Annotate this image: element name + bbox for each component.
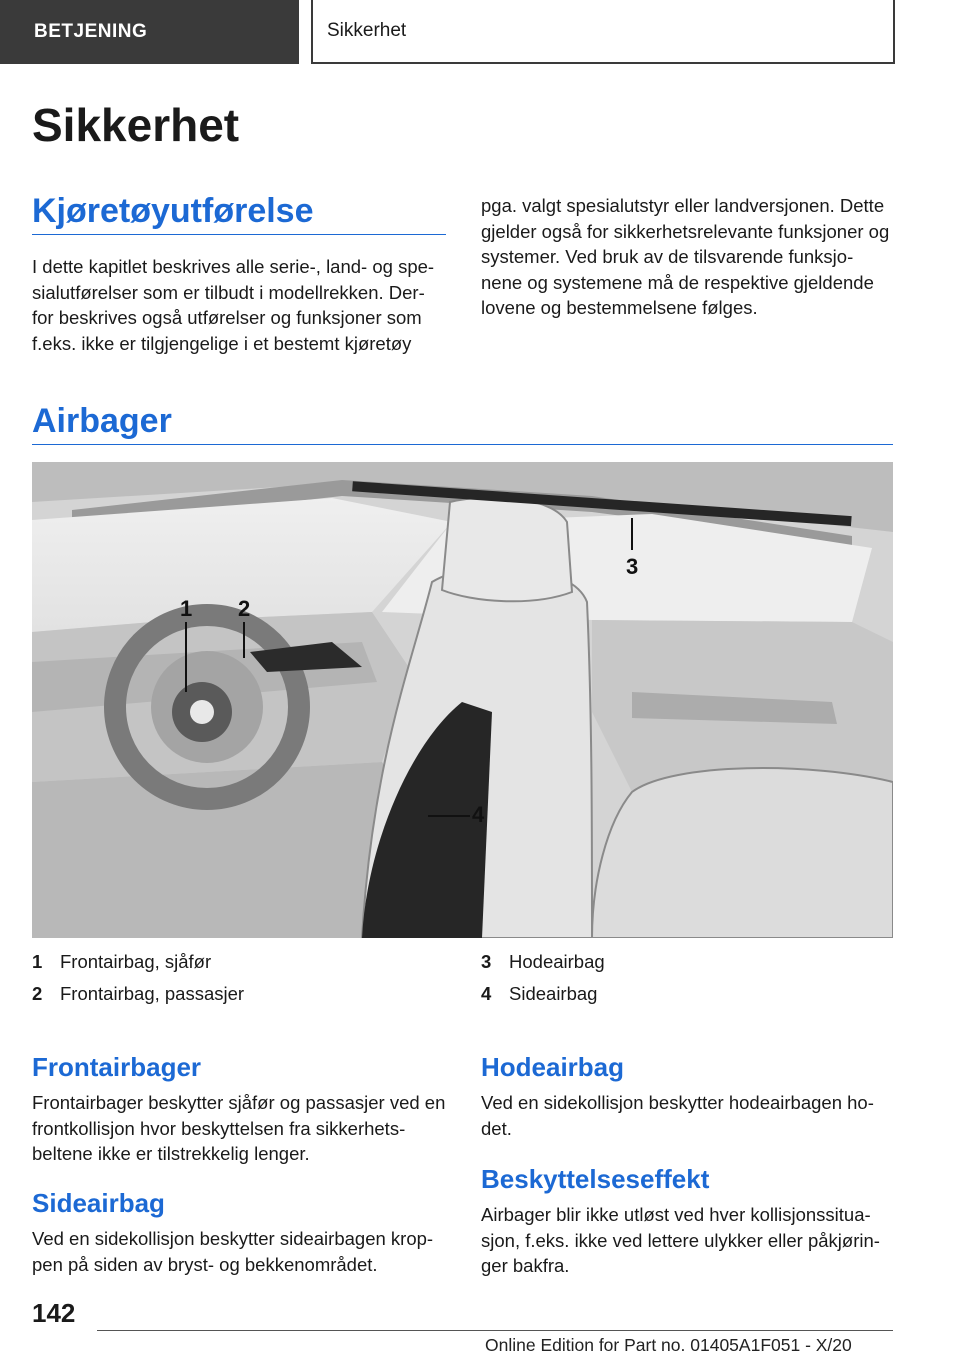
page-number: 142 xyxy=(32,1298,76,1328)
legend-label: Sideairbag xyxy=(509,983,598,1004)
protection-effect-text: Airbager blir ikke utløst ved hver kollisjonssitua-sjon, f.eks. ikke ved lettere ulykker eller påkjørin-ger bakfra. xyxy=(481,1204,880,1276)
legend-number: 4 xyxy=(481,983,492,1004)
front-airbag-heading: Frontairbager xyxy=(32,1052,202,1082)
legend-item xyxy=(32,978,446,1010)
edition-footer: Online Edition for Part no. 01405A1F051 - X/20 xyxy=(485,1335,852,1355)
legend-item xyxy=(481,978,893,1010)
head-airbag-text: Ved en sidekollisjon beskytter hodeairbagen ho-det. xyxy=(481,1092,874,1139)
protection-effect-heading: Beskyttelseseffekt xyxy=(481,1164,710,1194)
legend-number: 2 xyxy=(32,983,43,1004)
legend-label: Frontairbag, passasjer xyxy=(60,983,245,1004)
footer-rule xyxy=(97,1330,893,1331)
design-text-right: pga. valgt spesialutstyr eller landversjonen. Dette gjelder også for sikkerhetsrelevante funksjoner og systemer. Ved bruk av de tilsvarende funksjo-nene og systemene må de respektive gjeldende lovene og bestemmelsene følges. xyxy=(481,195,890,318)
design-heading-rule xyxy=(32,234,446,235)
design-heading: Kjøretøyutførelse xyxy=(32,192,314,230)
legend-left xyxy=(32,946,446,1010)
legend-label: Hodeairbag xyxy=(509,951,605,972)
figure-callout-4: 4 xyxy=(472,802,485,827)
legend-number: 1 xyxy=(32,951,43,972)
legend-label: Frontairbag, sjåfør xyxy=(60,951,212,972)
page-title: Sikkerhet xyxy=(32,99,240,151)
figure-callout-3: 3 xyxy=(626,554,639,579)
airbags-heading: Airbager xyxy=(32,402,172,440)
legend-item xyxy=(32,946,446,978)
legend-number: 3 xyxy=(481,951,492,972)
legend-item xyxy=(481,946,893,978)
airbag-illustration xyxy=(32,462,893,938)
head-airbag-heading: Hodeairbag xyxy=(481,1052,625,1082)
side-airbag-heading: Sideairbag xyxy=(32,1188,165,1218)
header-page-tab: Sikkerhet xyxy=(311,0,895,64)
front-airbag-text: Frontairbager beskytter sjåfør og passasjer ved en frontkollisjon hvor beskyttelsen fra sikkerhets-beltene ikke er tilstrekkelig lenger. xyxy=(32,1092,446,1164)
figure-callout-1: 1 xyxy=(180,596,193,621)
figure-callout-2: 2 xyxy=(238,596,251,621)
side-airbag-text: Ved en sidekollisjon beskytter sideairbagen krop-pen på siden av bryst- og bekkenområdet. xyxy=(32,1228,434,1275)
legend-right xyxy=(481,946,893,1010)
header-section-tab: BETJENING xyxy=(0,0,299,64)
airbags-heading-rule xyxy=(32,444,893,445)
design-text-left: I dette kapitlet beskrives alle serie-, land- og spe-sialutførelser som er tilbudt i modellrekken. Der-for beskrives også utførelser og funksjoner som f.eks. ikke er tilgjengelige i et bestemt kjøretøy xyxy=(32,256,435,354)
